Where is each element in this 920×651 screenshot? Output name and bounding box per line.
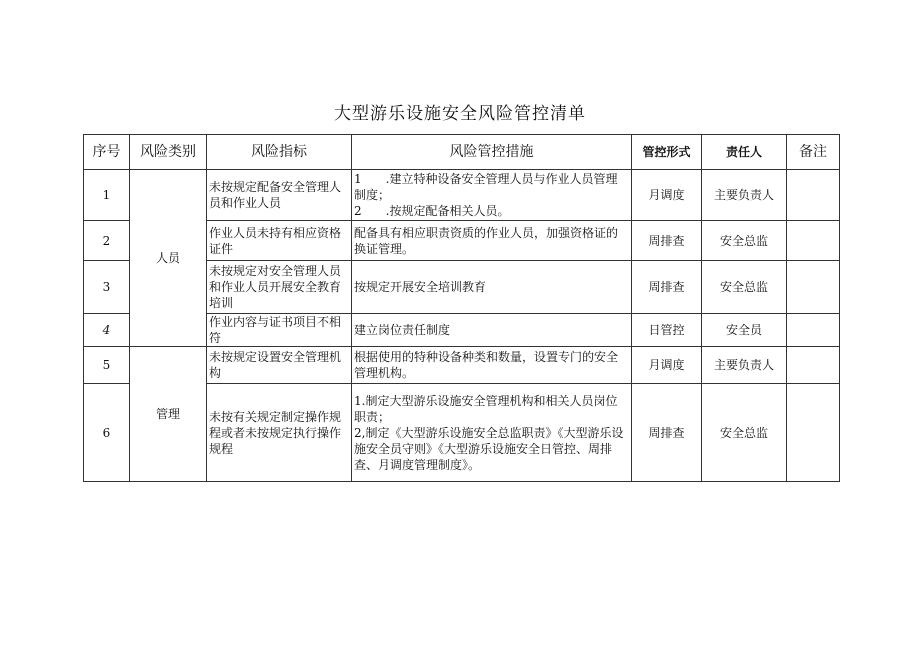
row-indicator: 作业内容与证书项目不相符: [207, 314, 352, 347]
row-measures: [352, 314, 632, 347]
row-indicator: 未按规定对安全管理人员和作业人员开展安全教育培训: [207, 261, 352, 314]
table-row: [84, 347, 840, 384]
row-responsible: 安全员: [702, 314, 787, 347]
measure-line: 配备具有相应职责资质的作业人员，加强资格证的换证管理。: [354, 225, 619, 256]
row-control-form: 月调度: [632, 347, 702, 384]
row-indicator: 未按规定配备安全管理人员和作业人员: [207, 170, 352, 221]
row-indicator: 未按有关规定制定操作规程或者未按规定执行操作规程: [207, 384, 352, 482]
category-management: 管理: [130, 347, 207, 482]
row-seq: 4: [84, 314, 130, 347]
measure-line: 1 .建立特种设备安全管理人员与作业人员管理制度；: [354, 172, 618, 202]
row-remarks: [787, 170, 840, 221]
row-measures: [352, 347, 632, 384]
row-seq: 3: [84, 261, 130, 314]
row-responsible: 主要负责人: [702, 170, 787, 221]
row-seq: 5: [84, 347, 130, 384]
header-seq: 序号: [84, 135, 130, 170]
row-indicator: 作业人员未持有相应资格证件: [207, 221, 352, 261]
row-measures: [352, 384, 632, 482]
row-remarks: [787, 221, 840, 261]
row-responsible: 安全总监: [702, 384, 787, 482]
row-remarks: [787, 347, 840, 384]
header-indicator: 风险指标: [207, 135, 352, 170]
row-control-form: 周排查: [632, 261, 702, 314]
row-seq: 1: [84, 170, 130, 221]
row-control-form: 周排查: [632, 384, 702, 482]
measure-line: 建立岗位责任制度: [354, 323, 451, 337]
header-remarks: 备注: [787, 135, 840, 170]
row-measures: [352, 221, 632, 261]
row-measures: [352, 170, 632, 221]
row-control-form: 周排查: [632, 221, 702, 261]
row-remarks: [787, 314, 840, 347]
row-seq: 2: [84, 221, 130, 261]
table-row: [84, 170, 840, 221]
row-control-form: 日管控: [632, 314, 702, 347]
measure-line: 根据使用的特种设备种类和数量，设置专门的安全管理机构。: [354, 350, 619, 380]
risk-control-table: [83, 134, 840, 482]
header-measures: 风险管控措施: [352, 135, 632, 170]
measure-line: 2,制定《大型游乐设施安全总监职责》《大型游乐设施安全员守则》《大型游乐设施安全日管控、周排查、月调度管理制度》。: [354, 425, 624, 472]
header-control-form: 管控形式: [632, 135, 702, 170]
measure-line: 1.制定大型游乐设施安全管理机构和相关人员岗位职责；: [354, 393, 618, 424]
row-control-form: 月调度: [632, 170, 702, 221]
measure-line: 按规定开展安全培训教育: [354, 280, 487, 294]
category-personnel: 人员: [130, 170, 207, 347]
row-indicator: 未按规定设置安全管理机构: [207, 347, 352, 384]
header-responsible: 责任人: [702, 135, 787, 170]
row-responsible: 安全总监: [702, 261, 787, 314]
row-responsible: 主要负责人: [702, 347, 787, 384]
row-remarks: [787, 384, 840, 482]
row-seq: 6: [84, 384, 130, 482]
row-responsible: 安全总监: [702, 221, 787, 261]
document-title: 大型游乐设施安全风险管控清单: [334, 104, 586, 124]
row-measures: [352, 261, 632, 314]
row-remarks: [787, 261, 840, 314]
table-header-row: [84, 135, 840, 170]
header-category: 风险类别: [130, 135, 207, 170]
measure-line: 2 .按规定配备相关人员。: [354, 204, 510, 218]
